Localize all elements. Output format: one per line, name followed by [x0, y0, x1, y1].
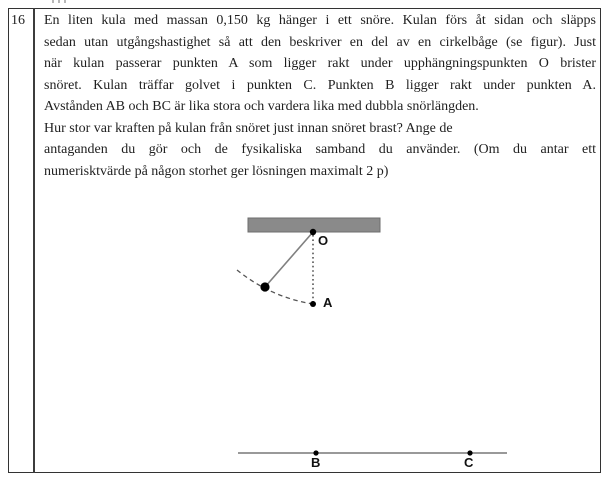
scan-artifact — [52, 0, 66, 3]
string-line — [265, 232, 313, 287]
pivot-dot — [310, 229, 316, 235]
text-line: Avstånden AB och BC är lika stora och vardera lika med dubbla snörlängden. — [44, 99, 479, 114]
text-line: när kulan passerar punkten A som ligger rakt under upphängningspunkten O brister — [44, 56, 596, 71]
ball-dot — [260, 282, 269, 291]
number-column-divider — [33, 8, 35, 473]
pivot-label: O — [318, 233, 329, 248]
text-line: En liten kula med massan 0,150 kg hänger i ett snöre. Kulan förs åt sidan och släpps — [44, 13, 596, 28]
text-line: Hur stor var kraften på kulan från snöret just innan snöret brast? Ange de — [44, 120, 453, 136]
problem-text — [44, 10, 596, 182]
floor-figure — [230, 443, 520, 465]
text-line: numerisktvärde på någon storhet ger lösningen maximalt 2 p) — [44, 163, 389, 179]
text-line: sedan utan utgångshastighet så att den beskriver en del av en cirkelbåge (se figur). Just — [44, 34, 596, 50]
text-line: antaganden du gör och de fysikaliska samband du använder. (Om du antar ett — [44, 142, 596, 157]
release-point-label: A — [323, 295, 333, 310]
pendulum-figure-canvas — [230, 210, 400, 320]
pendulum-figure — [230, 210, 400, 320]
problem-number: 16 — [11, 13, 25, 28]
floor-figure-canvas — [230, 443, 520, 465]
floor-point-c-label: C — [464, 455, 474, 470]
text-line: snöret. Kulan träffar golvet i punkten C. Punkten B ligger rakt under punkten A. — [44, 77, 596, 93]
floor-point-b-label: B — [311, 455, 321, 470]
point-a-dot — [310, 301, 316, 307]
